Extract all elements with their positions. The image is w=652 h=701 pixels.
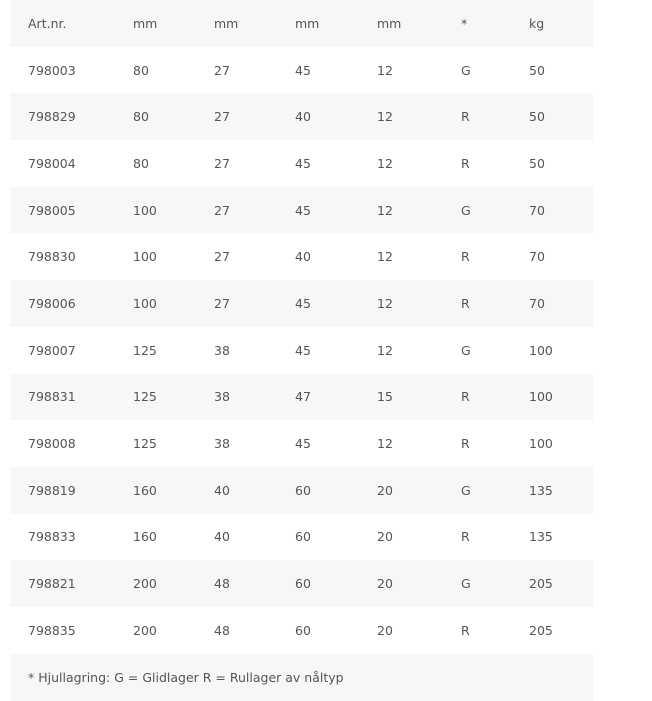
- cell-mm-3: 45: [295, 62, 311, 78]
- cell-mm-3: 40: [295, 109, 311, 125]
- cell-art-nr: 798830: [28, 249, 76, 265]
- cell-mm-1: 100: [133, 295, 157, 311]
- cell-mm-4: 12: [377, 295, 393, 311]
- cell-mm-4: 20: [377, 622, 393, 638]
- cell-art-nr: 798004: [28, 155, 76, 171]
- cell-mm-1: 100: [133, 249, 157, 265]
- cell-kg: 50: [529, 62, 545, 78]
- cell-bearing: R: [461, 529, 470, 545]
- header-bearing: *: [461, 15, 468, 31]
- cell-art-nr: 798821: [28, 576, 76, 592]
- cell-bearing: G: [461, 482, 471, 498]
- cell-art-nr: 798833: [28, 529, 76, 545]
- cell-mm-4: 20: [377, 529, 393, 545]
- cell-bearing: R: [461, 389, 470, 405]
- cell-bearing: G: [461, 62, 471, 78]
- table-row: [10, 514, 593, 561]
- cell-mm-4: 12: [377, 62, 393, 78]
- cell-mm-2: 27: [214, 155, 230, 171]
- cell-mm-3: 45: [295, 295, 311, 311]
- header-mm-3: mm: [295, 15, 320, 31]
- cell-mm-1: 125: [133, 342, 157, 358]
- cell-kg: 135: [529, 529, 553, 545]
- cell-art-nr: 798008: [28, 436, 76, 452]
- cell-kg: 70: [529, 249, 545, 265]
- cell-mm-3: 60: [295, 529, 311, 545]
- cell-mm-2: 40: [214, 482, 230, 498]
- cell-bearing: R: [461, 436, 470, 452]
- cell-art-nr: 798007: [28, 342, 76, 358]
- table-row: [10, 560, 593, 607]
- cell-mm-4: 12: [377, 342, 393, 358]
- cell-bearing: R: [461, 622, 470, 638]
- cell-art-nr: 798835: [28, 622, 76, 638]
- cell-bearing: R: [461, 155, 470, 171]
- cell-bearing: G: [461, 202, 471, 218]
- table-body: [10, 47, 593, 654]
- cell-art-nr: 798829: [28, 109, 76, 125]
- product-table-container: [10, 0, 593, 701]
- cell-mm-2: 38: [214, 342, 230, 358]
- cell-mm-2: 48: [214, 622, 230, 638]
- table-row: [10, 374, 593, 421]
- cell-mm-3: 45: [295, 155, 311, 171]
- cell-mm-4: 20: [377, 482, 393, 498]
- cell-kg: 100: [529, 436, 553, 452]
- cell-mm-3: 40: [295, 249, 311, 265]
- cell-mm-2: 27: [214, 62, 230, 78]
- table-row: [10, 47, 593, 94]
- cell-mm-3: 60: [295, 576, 311, 592]
- cell-mm-3: 60: [295, 622, 311, 638]
- cell-kg: 100: [529, 389, 553, 405]
- cell-mm-3: 47: [295, 389, 311, 405]
- table-header-row: [10, 0, 593, 47]
- cell-kg: 205: [529, 622, 553, 638]
- cell-mm-2: 27: [214, 109, 230, 125]
- cell-mm-1: 125: [133, 389, 157, 405]
- table-row: [10, 93, 593, 140]
- cell-kg: 50: [529, 155, 545, 171]
- footnote: * Hjullagring: G = Glidlager R = Rullager av nåltyp: [10, 654, 593, 701]
- cell-mm-4: 15: [377, 389, 393, 405]
- cell-kg: 50: [529, 109, 545, 125]
- cell-mm-1: 125: [133, 436, 157, 452]
- cell-mm-2: 27: [214, 202, 230, 218]
- cell-mm-2: 40: [214, 529, 230, 545]
- table-row: [10, 467, 593, 514]
- cell-mm-2: 27: [214, 295, 230, 311]
- table-row: [10, 233, 593, 280]
- cell-kg: 100: [529, 342, 553, 358]
- cell-bearing: R: [461, 249, 470, 265]
- header-kg: kg: [529, 15, 545, 31]
- cell-kg: 70: [529, 295, 545, 311]
- table-row: [10, 420, 593, 467]
- cell-mm-2: 27: [214, 249, 230, 265]
- table-row: [10, 327, 593, 374]
- cell-bearing: G: [461, 342, 471, 358]
- cell-mm-1: 160: [133, 529, 157, 545]
- header-mm-1: mm: [133, 15, 158, 31]
- cell-kg: 135: [529, 482, 553, 498]
- cell-mm-3: 45: [295, 202, 311, 218]
- cell-mm-1: 160: [133, 482, 157, 498]
- header-mm-2: mm: [214, 15, 239, 31]
- cell-mm-1: 80: [133, 109, 149, 125]
- cell-mm-2: 38: [214, 436, 230, 452]
- cell-mm-2: 38: [214, 389, 230, 405]
- cell-kg: 205: [529, 576, 553, 592]
- cell-mm-2: 48: [214, 576, 230, 592]
- cell-mm-4: 12: [377, 436, 393, 452]
- cell-mm-1: 100: [133, 202, 157, 218]
- cell-bearing: R: [461, 109, 470, 125]
- table-row: [10, 140, 593, 187]
- cell-mm-1: 80: [133, 62, 149, 78]
- cell-kg: 70: [529, 202, 545, 218]
- cell-mm-4: 12: [377, 249, 393, 265]
- cell-mm-1: 80: [133, 155, 149, 171]
- cell-mm-1: 200: [133, 622, 157, 638]
- cell-art-nr: 798831: [28, 389, 76, 405]
- cell-mm-3: 45: [295, 342, 311, 358]
- cell-mm-3: 60: [295, 482, 311, 498]
- cell-mm-4: 12: [377, 109, 393, 125]
- cell-art-nr: 798006: [28, 295, 76, 311]
- cell-mm-4: 12: [377, 202, 393, 218]
- header-mm-4: mm: [377, 15, 402, 31]
- table-row: [10, 187, 593, 234]
- table-row: [10, 607, 593, 654]
- product-table: [10, 0, 593, 654]
- header-art-nr: Art.nr.: [28, 15, 67, 31]
- cell-mm-1: 200: [133, 576, 157, 592]
- cell-mm-3: 45: [295, 436, 311, 452]
- cell-art-nr: 798819: [28, 482, 76, 498]
- cell-bearing: G: [461, 576, 471, 592]
- cell-art-nr: 798005: [28, 202, 76, 218]
- cell-bearing: R: [461, 295, 470, 311]
- cell-mm-4: 12: [377, 155, 393, 171]
- cell-mm-4: 20: [377, 576, 393, 592]
- table-row: [10, 280, 593, 327]
- cell-art-nr: 798003: [28, 62, 76, 78]
